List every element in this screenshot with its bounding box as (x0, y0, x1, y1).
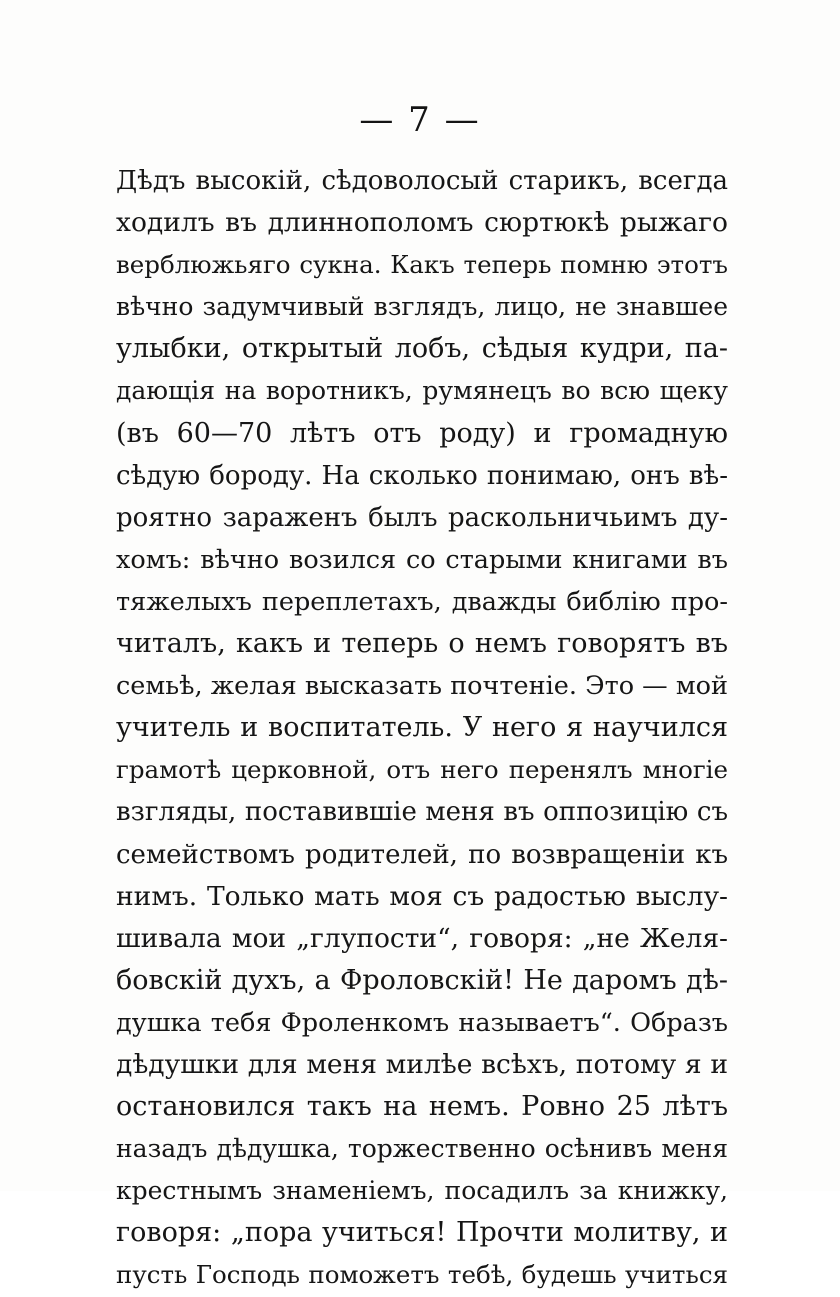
text-line: учитель и воспитатель. У него я научился (116, 712, 728, 744)
text-line: семьѣ, желая высказать почтеніе. Это — мой (116, 671, 728, 702)
text-line: взгляды, поставившіе меня въ оппозицію съ (116, 797, 728, 828)
text-line: пусть Господь поможетъ тебѣ, будешь учиться (116, 1260, 728, 1290)
text-line: дающія на воротникъ, румянецъ во всю щеку (116, 376, 728, 406)
page-number: — 7 — (359, 100, 481, 140)
text-line: остановился такъ на немъ. Ровно 25 лѣтъ (116, 1091, 728, 1123)
text-line: тяжелыхъ переплетахъ, дважды библію про- (116, 586, 728, 617)
text-line: бовскій духъ, а Фроловскій! Не даромъ дѣ- (116, 964, 728, 996)
text-line: говоря: „пора учиться! Прочти молитву, и (116, 1217, 728, 1249)
text-line: крестнымъ знаменіемъ, посадилъ за книжку, (116, 1176, 728, 1206)
text-line: шивала мои „глупости“, говоря: „не Желя- (116, 922, 728, 954)
text-line: читалъ, какъ и теперь о немъ говорятъ въ (116, 628, 728, 660)
text-line: улыбки, открытый лобъ, сѣдыя кудри, па- (116, 333, 728, 365)
text-line: ходилъ въ длиннополомъ сюртюкѣ рыжаго (116, 207, 728, 239)
text-line: назадъ дѣдушка, торжественно осѣнивъ меня (116, 1134, 728, 1164)
text-line: сѣдую бороду. На сколько понимаю, онъ вѣ- (116, 460, 728, 491)
text-line: роятно зараженъ былъ раскольничьимъ ду- (116, 502, 728, 533)
body-text (116, 160, 728, 1297)
text-line: семействомъ родителей, по возвращеніи къ (116, 839, 728, 870)
text-line: дѣдушки для меня милѣе всѣхъ, потому я и (116, 1048, 728, 1080)
text-line: вѣчно задумчивый взглядъ, лицо, не знавшее (116, 292, 728, 322)
text-line: верблюжьяго сукна. Какъ теперь помню этотъ (116, 250, 728, 280)
text-line: Дѣдъ высокій, сѣдоволосый старикъ, всегда (116, 166, 728, 196)
text-line: (въ 60—70 лѣтъ отъ роду) и громадную (116, 417, 728, 449)
text-line: душка тебя Фроленкомъ называетъ“. Образъ (116, 1007, 728, 1038)
text-line: хомъ: вѣчно возился со старыми книгами въ (116, 544, 728, 575)
text-line: грамотѣ церковной, отъ него перенялъ многіе (116, 755, 728, 785)
text-line: нимъ. Только мать моя съ радостью выслу- (116, 880, 728, 912)
